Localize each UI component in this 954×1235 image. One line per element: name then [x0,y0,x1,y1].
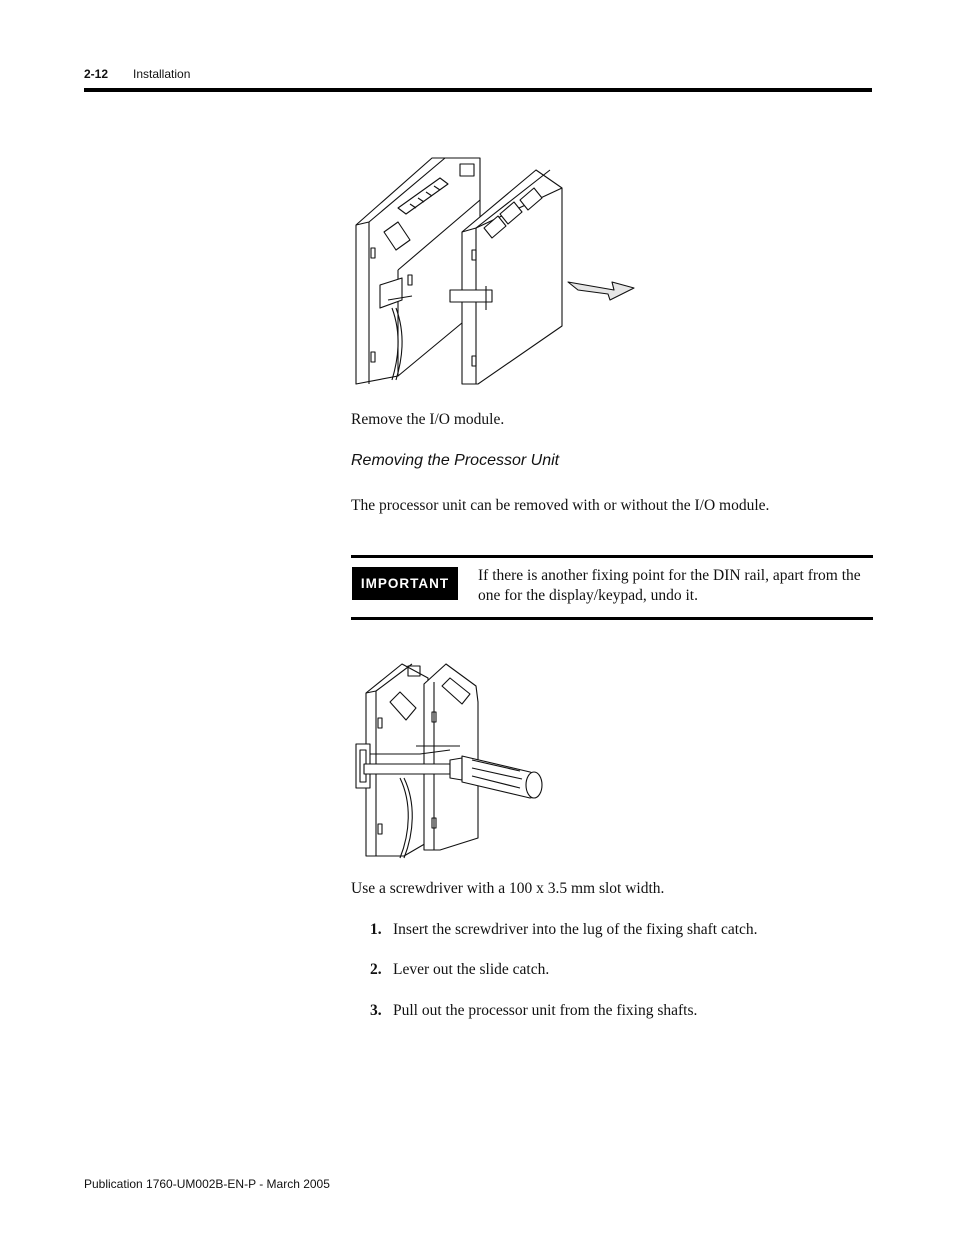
figure-screwdriver [350,658,550,863]
important-bottom-rule [351,617,873,620]
figure1-caption: Remove the I/O module. [351,411,505,428]
list-item [370,960,549,980]
step-text: Pull out the processor unit from the fixing shafts. [393,1002,698,1019]
figure-remove-io-module [340,150,650,390]
section-title: Installation [133,67,191,81]
subheading: Removing the Processor Unit [351,452,560,469]
paragraph: The processor unit can be removed with or without the I/O module. [351,497,770,514]
important-label: IMPORTANT [352,567,458,600]
page-number: 2-12 [84,67,109,81]
step-number: 1. [370,921,382,938]
step-text: Insert the screwdriver into the lug of the fixing shaft catch. [393,921,758,938]
figure2-caption: Use a screwdriver with a 100 x 3.5 mm slot width. [351,880,665,897]
list-item [370,1001,697,1021]
step-number: 2. [370,961,382,978]
step-text: Lever out the slide catch. [393,961,550,978]
list-item [370,920,758,940]
footer-publication: Publication 1760-UM002B-EN-P - March 2005 [84,1177,330,1191]
step-number: 3. [370,1002,382,1019]
important-top-rule [351,555,873,558]
header-rule [84,88,872,92]
important-text: If there is another fixing point for the DIN rail, apart from the one for the display/keypad, undo it. [478,567,861,604]
